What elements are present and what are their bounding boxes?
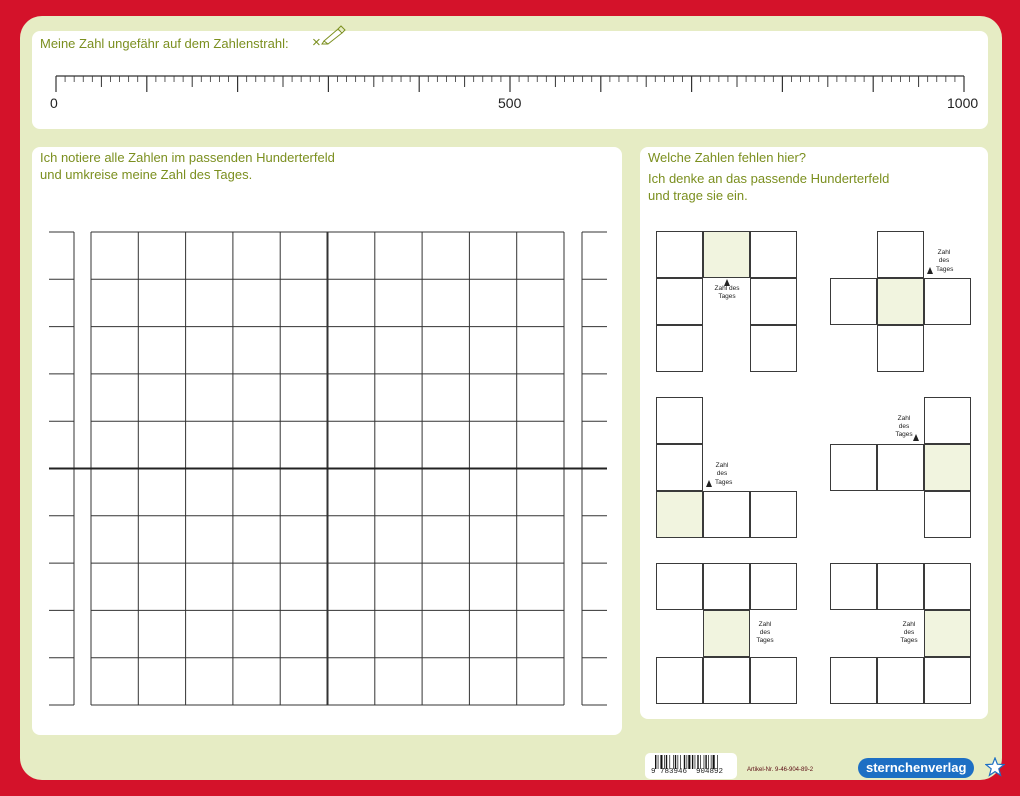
puzzle-cell[interactable] <box>830 563 877 610</box>
puzzle-cell[interactable] <box>703 657 750 704</box>
barcode-bar <box>717 755 718 769</box>
tag-tages: Tages <box>756 637 774 644</box>
barcode-bar <box>688 755 690 769</box>
barcode-bar <box>675 755 676 769</box>
number-line-label: Meine Zahl ungefähr auf dem Zahlenstrahl: <box>40 36 289 51</box>
number-line <box>32 67 988 97</box>
barcode-bar <box>684 755 685 769</box>
tag-des: des <box>938 257 950 264</box>
tag-des: des <box>898 423 910 430</box>
barcode-bar <box>692 755 693 769</box>
missing-numbers-instruction-1: Ich denke an das passende Hunderterfeld <box>648 171 890 186</box>
hundred-grid <box>32 147 622 735</box>
tag-zahl: Zahl <box>758 621 772 628</box>
barcode-bar <box>705 755 706 769</box>
missing-numbers-instruction-2: und trage sie ein. <box>648 188 748 203</box>
hundred-field-instruction-1: Ich notiere alle Zahlen im passenden Hunderterfeld <box>40 150 335 165</box>
missing-numbers-title: Welche Zahlen fehlen hier? <box>648 150 807 165</box>
day-number-tag <box>930 249 958 265</box>
barcode-bar <box>695 755 696 769</box>
tag-des: des <box>759 629 771 636</box>
tag-zahl: Zahl <box>902 621 916 628</box>
hundred-field-panel <box>32 147 622 735</box>
tag-des: des <box>716 470 728 477</box>
tag-des: des <box>903 629 915 636</box>
isbn-right: 904892 <box>696 768 724 776</box>
day-number-marker: × <box>312 34 321 51</box>
barcode-bar <box>660 755 662 769</box>
barcode-bar <box>700 755 701 769</box>
puzzle-cell[interactable] <box>924 278 971 325</box>
puzzle-cell[interactable] <box>656 657 703 704</box>
barcode-icon <box>655 755 729 769</box>
article-number: Artikel-Nr. 9-46-904-89-2 <box>747 767 814 773</box>
barcode-bar <box>708 755 709 769</box>
puzzle-cell[interactable] <box>877 325 924 372</box>
hundred-field-instruction-2: und umkreise meine Zahl des Tages. <box>40 167 253 182</box>
puzzle-cell[interactable] <box>656 231 703 278</box>
puzzle-cell[interactable] <box>830 657 877 704</box>
pointer-arrow-icon <box>706 480 712 487</box>
puzzle-cell[interactable] <box>750 325 797 372</box>
barcode-bar <box>666 755 667 769</box>
puzzle-cell[interactable] <box>750 563 797 610</box>
puzzle-cell[interactable] <box>656 563 703 610</box>
puzzle-cell[interactable] <box>656 397 703 444</box>
day-number-tag-tages: Tages <box>936 266 954 273</box>
barcode-label <box>645 753 737 779</box>
puzzle-cell[interactable] <box>656 278 703 325</box>
tag-tages: Tages <box>895 431 913 438</box>
puzzle-cell[interactable] <box>877 231 924 278</box>
puzzle-cell[interactable] <box>656 444 703 491</box>
barcode-bar <box>713 755 715 769</box>
publisher-logo <box>858 758 974 778</box>
number-line-label-1000: 1000 <box>947 95 979 111</box>
barcode-bar <box>704 755 705 769</box>
barcode-bar <box>678 755 679 769</box>
barcode-bar <box>669 755 670 769</box>
number-line-panel <box>32 31 988 129</box>
day-number-cell[interactable] <box>703 610 750 657</box>
day-number-cell[interactable] <box>656 491 703 538</box>
tag-tages: Tages <box>900 637 918 644</box>
barcode-bar <box>697 755 698 769</box>
barcode-bar <box>658 755 659 769</box>
isbn-left: 9 783946 <box>651 768 688 776</box>
puzzle-cell[interactable] <box>877 563 924 610</box>
number-line-label-0: 0 <box>50 95 58 111</box>
tag-line-2: Tages <box>718 293 736 300</box>
puzzle-cell[interactable] <box>924 563 971 610</box>
tag-zahl: Zahl <box>897 415 911 422</box>
day-number-cell[interactable] <box>877 278 924 325</box>
puzzle-cell[interactable] <box>877 657 924 704</box>
barcode-bar <box>655 755 656 769</box>
star-icon <box>985 757 1005 777</box>
publisher-name: sternchenverlag <box>866 760 967 775</box>
day-number-tag-tages: Tages <box>715 479 733 486</box>
puzzle-cell[interactable] <box>924 491 971 538</box>
pointer-arrow-icon <box>927 267 933 274</box>
barcode-bar <box>680 755 681 769</box>
day-number-tag <box>895 621 923 645</box>
puzzle-cell[interactable] <box>656 325 703 372</box>
missing-numbers-panel <box>640 147 988 719</box>
puzzle-cell[interactable] <box>703 491 750 538</box>
day-number-cell[interactable] <box>924 610 971 657</box>
puzzle-cell[interactable] <box>703 563 750 610</box>
day-number-cell[interactable] <box>924 444 971 491</box>
barcode-bar <box>673 755 674 769</box>
number-line-label-500: 500 <box>498 95 522 111</box>
barcode-bar <box>687 755 688 769</box>
puzzle-cell[interactable] <box>750 231 797 278</box>
puzzle-cell[interactable] <box>830 278 877 325</box>
puzzle-cell[interactable] <box>830 444 877 491</box>
tag-zahl: Zahl <box>937 249 951 256</box>
pointer-arrow-icon <box>913 434 919 441</box>
puzzle-cell[interactable] <box>877 444 924 491</box>
puzzle-cell[interactable] <box>750 657 797 704</box>
tag-line-1: Zahl des <box>714 285 740 292</box>
tag-zahl: Zahl <box>715 462 729 469</box>
puzzle-cell[interactable] <box>924 657 971 704</box>
puzzle-cell[interactable] <box>750 491 797 538</box>
day-number-cell[interactable] <box>703 231 750 278</box>
day-number-tag <box>751 621 779 645</box>
pencil-icon <box>321 23 347 45</box>
puzzle-cell[interactable] <box>750 278 797 325</box>
barcode-bar <box>711 755 712 769</box>
day-number-tag <box>710 462 734 478</box>
barcode-bar <box>664 755 665 769</box>
day-number-tag <box>704 285 750 301</box>
puzzle-cell[interactable] <box>924 397 971 444</box>
